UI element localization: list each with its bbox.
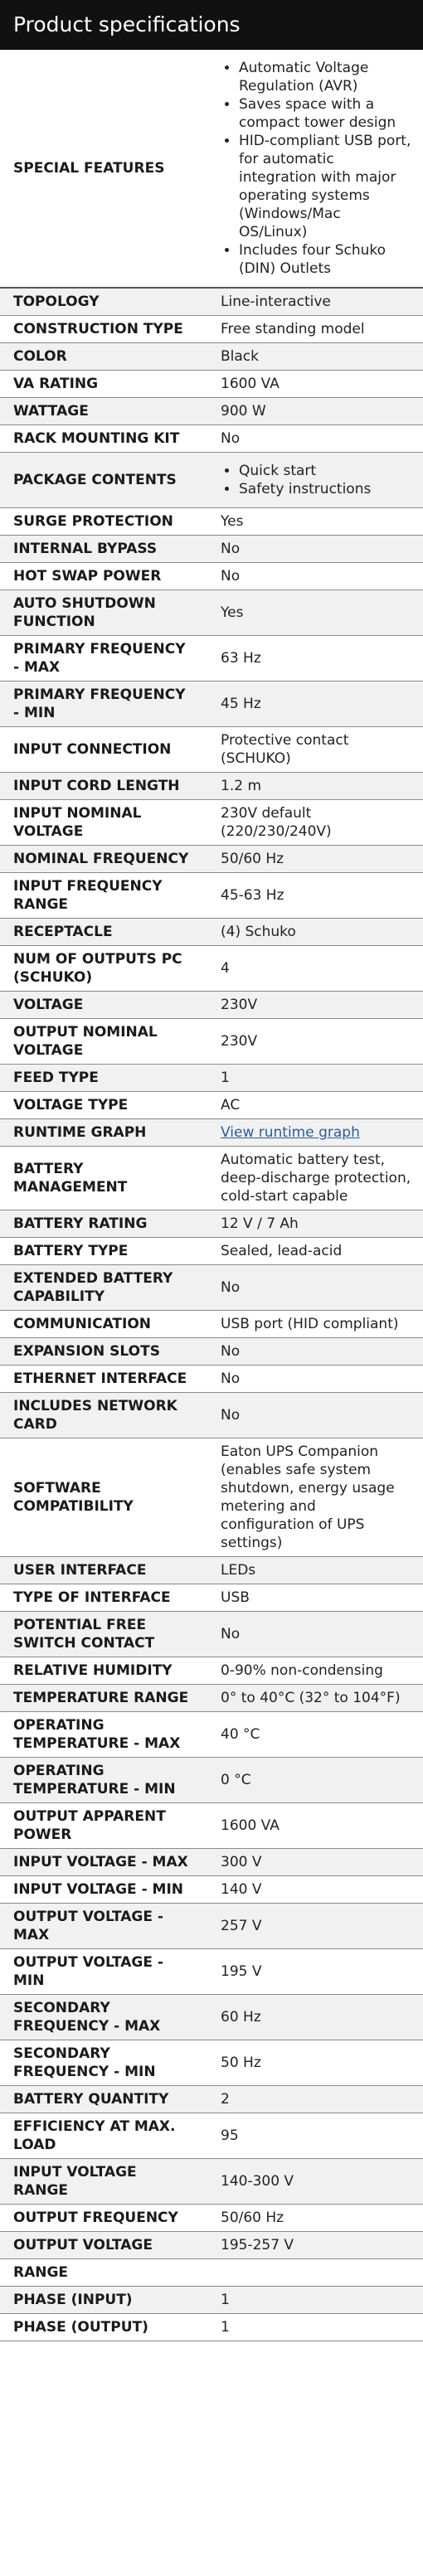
spec-row: [0, 2314, 423, 2341]
spec-value-text: Yes: [221, 513, 244, 530]
spec-value-text: 1: [221, 1070, 230, 1086]
spec-value: [207, 1904, 423, 1949]
spec-row: [0, 343, 423, 371]
spec-row: [0, 1438, 423, 1557]
spec-value-text: 40 °C: [221, 1726, 260, 1743]
spec-value-text: 0-90% non-condensing: [221, 1662, 383, 1679]
spec-value: [207, 846, 423, 873]
spec-value: [207, 919, 423, 946]
spec-row: [0, 425, 423, 453]
spec-label: OUTPUT FREQUENCY: [0, 2205, 207, 2232]
spec-value-text: 230V default (220/230/240V): [221, 805, 332, 840]
spec-value-text: 0 °C: [221, 1772, 251, 1788]
spec-value: [207, 2113, 423, 2159]
runtime-graph-link[interactable]: View runtime graph: [221, 1124, 360, 1141]
spec-label: PHASE (INPUT): [0, 2287, 207, 2314]
spec-label: RECEPTACLE: [0, 919, 207, 946]
spec-value-text: 45 Hz: [221, 696, 261, 712]
spec-value: [207, 371, 423, 398]
spec-value-list-item: • Includes four Schuko (DIN) Outlets: [239, 241, 411, 278]
spec-row: [0, 1949, 423, 1995]
spec-row: [0, 288, 423, 316]
spec-value: [207, 1147, 423, 1210]
spec-value-list-item: • Automatic Voltage Regulation (AVR): [239, 59, 411, 95]
spec-label: VOLTAGE: [0, 992, 207, 1019]
spec-label: TOPOLOGY: [0, 288, 207, 316]
spec-value-text: 300 V: [221, 1854, 262, 1870]
spec-row: [0, 1338, 423, 1366]
spec-label: OUTPUT VOLTAGE - MAX: [0, 1904, 207, 1949]
spec-label: SOFTWARE COMPATIBILITY: [0, 1438, 207, 1557]
spec-row: [0, 590, 423, 636]
spec-label: INTERNAL BYPASS: [0, 536, 207, 563]
spec-value-text: 60 Hz: [221, 2009, 261, 2025]
spec-value: [207, 800, 423, 846]
spec-row: [0, 1065, 423, 1092]
spec-value-text: 50 Hz: [221, 2054, 261, 2071]
spec-row: [0, 1657, 423, 1685]
spec-value: [207, 2259, 423, 2287]
spec-row: [0, 946, 423, 992]
spec-label: FEED TYPE: [0, 1065, 207, 1092]
spec-value-text: No: [221, 1626, 241, 1642]
spec-row: [0, 1803, 423, 1849]
spec-value: [207, 1238, 423, 1265]
spec-row: [0, 1393, 423, 1438]
spec-row: [0, 1758, 423, 1803]
spec-row: [0, 563, 423, 590]
spec-value-text: 50/60 Hz: [221, 851, 284, 867]
spec-label: BATTERY RATING: [0, 1210, 207, 1238]
spec-label: OUTPUT VOLTAGE - MIN: [0, 1949, 207, 1995]
spec-label: OPERATING TEMPERATURE - MAX: [0, 1712, 207, 1758]
spec-value-text: No: [221, 430, 241, 447]
spec-value-text: 1.2 m: [221, 778, 261, 794]
spec-value: [207, 2040, 423, 2086]
spec-value-list-item: • Saves space with a compact tower design: [239, 95, 411, 132]
spec-value: [207, 2159, 423, 2205]
spec-value: [207, 1584, 423, 1612]
spec-row: [0, 536, 423, 563]
spec-value: [207, 636, 423, 682]
spec-value: [207, 1438, 423, 1557]
spec-row: [0, 773, 423, 800]
spec-row: [0, 1119, 423, 1147]
spec-row: [0, 1685, 423, 1712]
spec-label: BATTERY TYPE: [0, 1238, 207, 1265]
spec-value-text: Automatic battery test, deep-discharge protection, cold-start capable: [221, 1152, 411, 1205]
spec-value: [207, 1119, 423, 1147]
spec-row: [0, 453, 423, 508]
spec-value-text: Yes: [221, 604, 244, 621]
spec-value: [207, 1685, 423, 1712]
spec-value-text: LEDs: [221, 1562, 256, 1579]
spec-label: OUTPUT VOLTAGE: [0, 2232, 207, 2259]
spec-row: [0, 800, 423, 846]
spec-value: [207, 1065, 423, 1092]
spec-label: NOMINAL FREQUENCY: [0, 846, 207, 873]
spec-row: [0, 919, 423, 946]
spec-value: [207, 425, 423, 453]
spec-label: EXPANSION SLOTS: [0, 1338, 207, 1366]
spec-row: [0, 1366, 423, 1393]
spec-label: INPUT VOLTAGE RANGE: [0, 2159, 207, 2205]
spec-value: [207, 536, 423, 563]
spec-value: [207, 1758, 423, 1803]
spec-label: EXTENDED BATTERY CAPABILITY: [0, 1265, 207, 1311]
spec-value-list-item: • HID-compliant USB port, for automatic integration with major operating systems (Windows/Mac OS/Linux): [239, 132, 411, 241]
spec-value: [207, 2287, 423, 2314]
spec-row: [0, 992, 423, 1019]
spec-value: [207, 992, 423, 1019]
spec-value-text: No: [221, 1370, 241, 1387]
spec-label: INPUT FREQUENCY RANGE: [0, 873, 207, 919]
spec-value: [207, 1393, 423, 1438]
spec-row: [0, 1712, 423, 1758]
spec-row: [0, 316, 423, 343]
spec-label: PRIMARY FREQUENCY - MAX: [0, 636, 207, 682]
spec-value: [207, 1311, 423, 1338]
spec-value-text: 195-257 V: [221, 2237, 294, 2253]
spec-row: [0, 873, 423, 919]
spec-label: INPUT VOLTAGE - MIN: [0, 1876, 207, 1904]
spec-table: [0, 50, 423, 2341]
spec-value: [207, 316, 423, 343]
spec-label: SECONDARY FREQUENCY - MIN: [0, 2040, 207, 2086]
spec-row: [0, 1557, 423, 1584]
spec-row: [0, 508, 423, 536]
spec-row: [0, 1210, 423, 1238]
spec-row: [0, 1904, 423, 1949]
spec-label: PACKAGE CONTENTS: [0, 453, 207, 508]
spec-row: [0, 1019, 423, 1065]
spec-value-text: 900 W: [221, 403, 266, 420]
spec-value: [207, 1657, 423, 1685]
spec-row: [0, 1876, 423, 1904]
spec-row: [0, 1238, 423, 1265]
spec-value-text: 1: [221, 2319, 230, 2336]
spec-value: [207, 1995, 423, 2040]
spec-value-text: 2: [221, 2091, 230, 2108]
spec-value-text: 140 V: [221, 1881, 262, 1898]
spec-row: [0, 2159, 423, 2205]
spec-row: [0, 2259, 423, 2287]
spec-value: [207, 398, 423, 425]
spec-value: [207, 1019, 423, 1065]
spec-value: [207, 1366, 423, 1393]
spec-header: [0, 0, 423, 50]
spec-value: [207, 343, 423, 371]
spec-row: [0, 2287, 423, 2314]
spec-label: RUNTIME GRAPH: [0, 1119, 207, 1147]
spec-value: [207, 508, 423, 536]
spec-value: [207, 1557, 423, 1584]
spec-label: OUTPUT NOMINAL VOLTAGE: [0, 1019, 207, 1065]
spec-label: SURGE PROTECTION: [0, 508, 207, 536]
spec-row: [0, 1147, 423, 1210]
spec-row: [0, 2113, 423, 2159]
spec-label: RANGE: [0, 2259, 207, 2287]
spec-row: [0, 50, 423, 288]
spec-label: POTENTIAL FREE SWITCH CONTACT: [0, 1612, 207, 1657]
spec-value-text: 230V: [221, 997, 258, 1013]
spec-row: [0, 1995, 423, 2040]
spec-value-text: 1: [221, 2292, 230, 2308]
spec-value-list: [221, 59, 411, 278]
spec-value: [207, 2232, 423, 2259]
spec-value: [207, 1876, 423, 1904]
spec-value: [207, 1803, 423, 1849]
spec-row: [0, 1584, 423, 1612]
spec-label: BATTERY QUANTITY: [0, 2086, 207, 2113]
spec-value: [207, 682, 423, 727]
page-title: Product specifications: [13, 12, 241, 36]
spec-value: [207, 2314, 423, 2341]
spec-row: [0, 1265, 423, 1311]
spec-value-text: USB port (HID compliant): [221, 1316, 399, 1332]
spec-value: [207, 590, 423, 636]
spec-row: [0, 1612, 423, 1657]
spec-row: [0, 371, 423, 398]
spec-row: [0, 727, 423, 773]
spec-row: [0, 2040, 423, 2086]
spec-value-text: Free standing model: [221, 321, 365, 337]
spec-label: COLOR: [0, 343, 207, 371]
spec-row: [0, 1849, 423, 1876]
spec-value: [207, 773, 423, 800]
spec-value: [207, 1712, 423, 1758]
spec-value-text: No: [221, 1407, 241, 1424]
spec-value-text: 63 Hz: [221, 650, 261, 667]
spec-row: [0, 846, 423, 873]
spec-value: [207, 563, 423, 590]
spec-value-text: 257 V: [221, 1918, 262, 1934]
spec-label: SECONDARY FREQUENCY - MAX: [0, 1995, 207, 2040]
spec-value: [207, 1210, 423, 1238]
spec-value: [207, 1949, 423, 1995]
spec-value-text: Sealed, lead-acid: [221, 1243, 343, 1259]
spec-value: [207, 2086, 423, 2113]
spec-value-text: 4: [221, 960, 230, 977]
spec-value: [207, 1849, 423, 1876]
spec-value-text: (4) Schuko: [221, 924, 296, 940]
spec-value-text: 0° to 40°C (32° to 104°F): [221, 1690, 401, 1706]
spec-label: EFFICIENCY AT MAX. LOAD: [0, 2113, 207, 2159]
spec-value-text: 45-63 Hz: [221, 887, 284, 904]
spec-label: TEMPERATURE RANGE: [0, 1685, 207, 1712]
spec-label: OPERATING TEMPERATURE - MIN: [0, 1758, 207, 1803]
spec-label: VOLTAGE TYPE: [0, 1092, 207, 1119]
spec-value-text: 50/60 Hz: [221, 2210, 284, 2226]
spec-row: [0, 1092, 423, 1119]
spec-value-text: 1600 VA: [221, 376, 280, 392]
spec-value-text: 95: [221, 2127, 239, 2144]
spec-value: [207, 2205, 423, 2232]
spec-row: [0, 2205, 423, 2232]
spec-value-text: USB: [221, 1589, 250, 1606]
spec-value: [207, 50, 423, 288]
spec-value-text: Eaton UPS Companion (enables safe system shutdown, energy usage metering and configuration of UPS settings): [221, 1443, 395, 1551]
spec-label: PRIMARY FREQUENCY - MIN: [0, 682, 207, 727]
spec-value-text: 12 V / 7 Ah: [221, 1215, 299, 1232]
spec-label: VA RATING: [0, 371, 207, 398]
spec-value-text: No: [221, 541, 241, 557]
spec-label: PHASE (OUTPUT): [0, 2314, 207, 2341]
spec-value: [207, 288, 423, 316]
spec-value-text: 195 V: [221, 1963, 262, 1980]
spec-value-text: Protective contact (SCHUKO): [221, 732, 349, 767]
spec-row: [0, 398, 423, 425]
spec-label: INCLUDES NETWORK CARD: [0, 1393, 207, 1438]
spec-row: [0, 682, 423, 727]
spec-value: [207, 1612, 423, 1657]
spec-label: CONSTRUCTION TYPE: [0, 316, 207, 343]
spec-value-text: 140-300 V: [221, 2173, 294, 2190]
spec-label: INPUT CONNECTION: [0, 727, 207, 773]
spec-value: [207, 453, 423, 508]
spec-row: [0, 2086, 423, 2113]
spec-value-list-item: • Quick start: [239, 462, 411, 480]
spec-value-text: Line-interactive: [221, 293, 331, 310]
spec-label: COMMUNICATION: [0, 1311, 207, 1338]
spec-row: [0, 636, 423, 682]
spec-value: [207, 727, 423, 773]
spec-label: SPECIAL FEATURES: [0, 50, 207, 288]
spec-label: TYPE OF INTERFACE: [0, 1584, 207, 1612]
spec-label: OUTPUT APPARENT POWER: [0, 1803, 207, 1849]
spec-label: INPUT NOMINAL VOLTAGE: [0, 800, 207, 846]
spec-label: BATTERY MANAGEMENT: [0, 1147, 207, 1210]
spec-label: WATTAGE: [0, 398, 207, 425]
spec-value-text: AC: [221, 1097, 241, 1113]
spec-row: [0, 2232, 423, 2259]
spec-label: USER INTERFACE: [0, 1557, 207, 1584]
spec-label: RACK MOUNTING KIT: [0, 425, 207, 453]
spec-label: ETHERNET INTERFACE: [0, 1366, 207, 1393]
spec-label: INPUT VOLTAGE - MAX: [0, 1849, 207, 1876]
spec-value: [207, 946, 423, 992]
spec-value-text: No: [221, 1343, 241, 1360]
spec-label: HOT SWAP POWER: [0, 563, 207, 590]
spec-value-text: Black: [221, 348, 259, 365]
spec-value-text: No: [221, 568, 241, 585]
spec-table-body: [0, 50, 423, 2341]
spec-label: AUTO SHUTDOWN FUNCTION: [0, 590, 207, 636]
spec-label: RELATIVE HUMIDITY: [0, 1657, 207, 1685]
spec-row: [0, 1311, 423, 1338]
spec-label: INPUT CORD LENGTH: [0, 773, 207, 800]
spec-value-list-item: • Safety instructions: [239, 480, 411, 498]
spec-value: [207, 873, 423, 919]
spec-value-text: 230V: [221, 1033, 258, 1050]
spec-value: [207, 1338, 423, 1366]
spec-value: [207, 1092, 423, 1119]
spec-value: [207, 1265, 423, 1311]
spec-value-list: [221, 462, 411, 498]
spec-label: NUM OF OUTPUTS PC (SCHUKO): [0, 946, 207, 992]
spec-value-text: 1600 VA: [221, 1817, 280, 1834]
spec-value-text: No: [221, 1279, 241, 1296]
